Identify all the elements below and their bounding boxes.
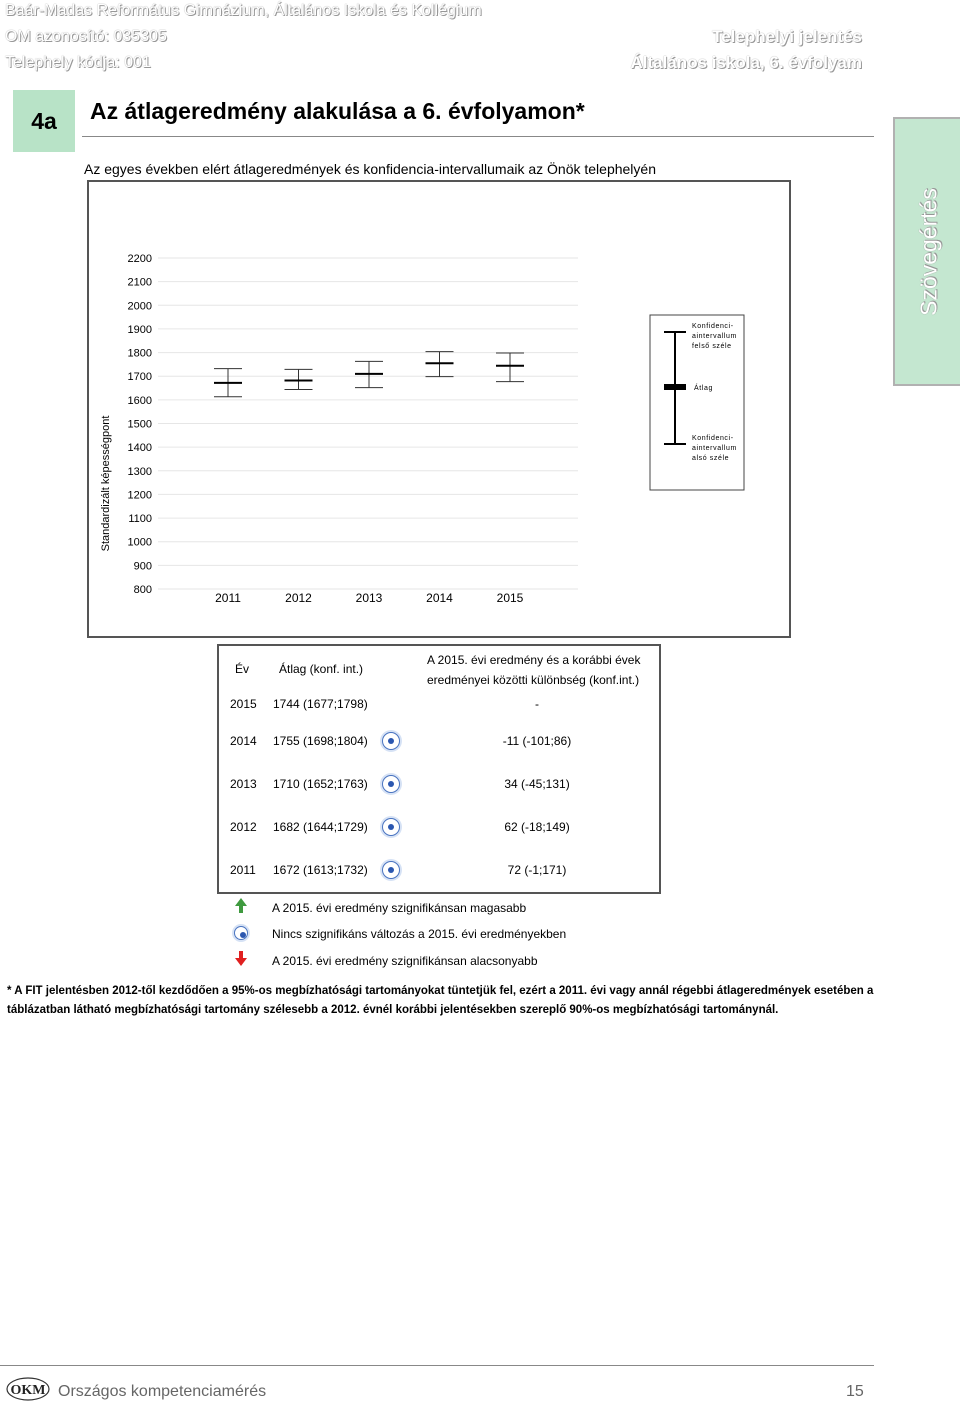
row-year: 2011 (230, 863, 256, 877)
legend-upper-text: aintervallum (692, 333, 737, 340)
report-type: Telephelyi jelentés (712, 27, 862, 46)
row-mean: 1672 (1613;1732) (273, 863, 368, 877)
section-subtitle: Az egyes években elért átlageredmények és konfidencia-intervallumaik az Önök telephelyén (84, 161, 656, 177)
legend-lower-text: alsó széle (692, 455, 730, 462)
row-mean: 1744 (1677;1798) (273, 697, 368, 711)
no-change-icon (382, 861, 400, 879)
chart-frame (87, 180, 791, 638)
legend-lower-text: aintervallum (692, 445, 737, 452)
row-diff: 72 (-1;171) (507, 863, 567, 877)
y-tick-label: 2200 (127, 253, 152, 265)
x-tick-label: 2014 (426, 591, 453, 605)
x-tick-label: 2013 (355, 591, 383, 605)
row-year: 2013 (230, 777, 257, 791)
no-change-icon (382, 775, 400, 793)
legend-nochange: Nincs szignifikáns változás a 2015. évi eredményekben (272, 927, 567, 941)
legend-mean-marker (664, 384, 686, 390)
footer-divider (0, 1365, 874, 1366)
row-mean: 1710 (1652;1763) (273, 777, 368, 791)
x-tick-label: 2015 (496, 591, 524, 605)
site-code: Telephely kódja: 001 (5, 54, 151, 71)
om-id: OM azonosító: 035305 (5, 28, 167, 45)
school-name: Baár-Madas Református Gimnázium, Általános Iskola és Kollégium (5, 2, 482, 19)
school-level: Általános iskola, 6. évfolyam (630, 53, 862, 72)
logo-text: OKM (10, 1383, 46, 1398)
header-diff-line1: A 2015. évi eredmény és a korábbi évek (427, 653, 641, 667)
y-tick-label: 1600 (127, 394, 152, 407)
legend-lower-text: Konfidenci- (692, 435, 734, 442)
row-year: 2015 (230, 697, 257, 711)
section-title: Az átlageredmény alakulása a 6. évfolyamon* (90, 98, 585, 124)
header-diff-line2: eredményei közötti különbség (konf.int.) (427, 673, 640, 687)
results-table (217, 644, 661, 894)
y-axis-label: Standardizált képességpont (100, 415, 112, 552)
y-tick-label: 2000 (127, 300, 152, 313)
no-change-icon (382, 732, 400, 750)
legend-mean-text: Átlag (694, 385, 713, 392)
page-number: 15 (846, 1383, 864, 1400)
row-mean: 1682 (1644;1729) (273, 820, 368, 834)
row-diff: 34 (-45;131) (504, 777, 570, 791)
y-tick-label: 900 (133, 560, 152, 573)
row-mean: 1755 (1698;1804) (273, 734, 368, 748)
no-change-icon (382, 818, 400, 836)
side-tab-label: Szövegértés (915, 187, 941, 316)
no-change-icon (234, 926, 248, 940)
row-year: 2014 (230, 734, 257, 748)
header-mean: Átlag (konf. int.) (279, 662, 364, 676)
okm-logo (4, 1373, 52, 1405)
lower-arrow-icon (232, 949, 250, 967)
header-year: Év (235, 662, 250, 676)
y-tick-label: 1700 (127, 371, 152, 384)
y-tick-label: 2100 (127, 276, 152, 289)
y-tick-label: 1500 (127, 418, 152, 431)
higher-arrow-icon (232, 897, 250, 915)
y-tick-label: 800 (133, 584, 152, 596)
row-diff: -11 (-101;86) (502, 734, 572, 748)
row-diff: 62 (-18;149) (504, 820, 570, 834)
footnote: * A FIT jelentésben 2012-től kezdődően a 95%-os megbízhatósági tartományokat tüntetjük fel, ezért a 2011. évi vagy annál régebbi átlageredmények esetében a táblázatban látható megbízhatósági tartomány szélesebb a 2012. évnél korábbi jelentésekben szereplő 90%-os megbízhatósági tartománynál. (7, 985, 874, 1016)
footer-text: Országos kompetenciamérés (58, 1383, 267, 1400)
y-tick-label: 1100 (128, 513, 152, 526)
x-tick-label: 2012 (285, 591, 312, 605)
y-tick-label: 1900 (127, 323, 152, 336)
legend-lower: A 2015. évi eredmény szignifikánsan alacsonyabb (272, 954, 538, 968)
error-bar-chart (89, 182, 789, 636)
y-tick-label: 1200 (127, 489, 152, 502)
y-tick-label: 1300 (127, 465, 152, 478)
section-divider (82, 136, 874, 137)
legend-upper-text: felső széle (692, 343, 732, 350)
y-tick-label: 1400 (127, 442, 152, 455)
row-diff: - (535, 697, 539, 711)
legend-higher: A 2015. évi eredmény szignifikánsan magasabb (272, 901, 527, 915)
legend-box (650, 315, 744, 490)
row-year: 2012 (230, 820, 257, 834)
y-tick-label: 1000 (127, 536, 152, 549)
legend-upper-text: Konfidenci- (692, 323, 734, 330)
section-number: 4a (13, 90, 75, 152)
x-tick-label: 2011 (215, 591, 241, 605)
side-tab-reading[interactable] (893, 117, 960, 386)
y-tick-label: 1800 (127, 347, 152, 360)
